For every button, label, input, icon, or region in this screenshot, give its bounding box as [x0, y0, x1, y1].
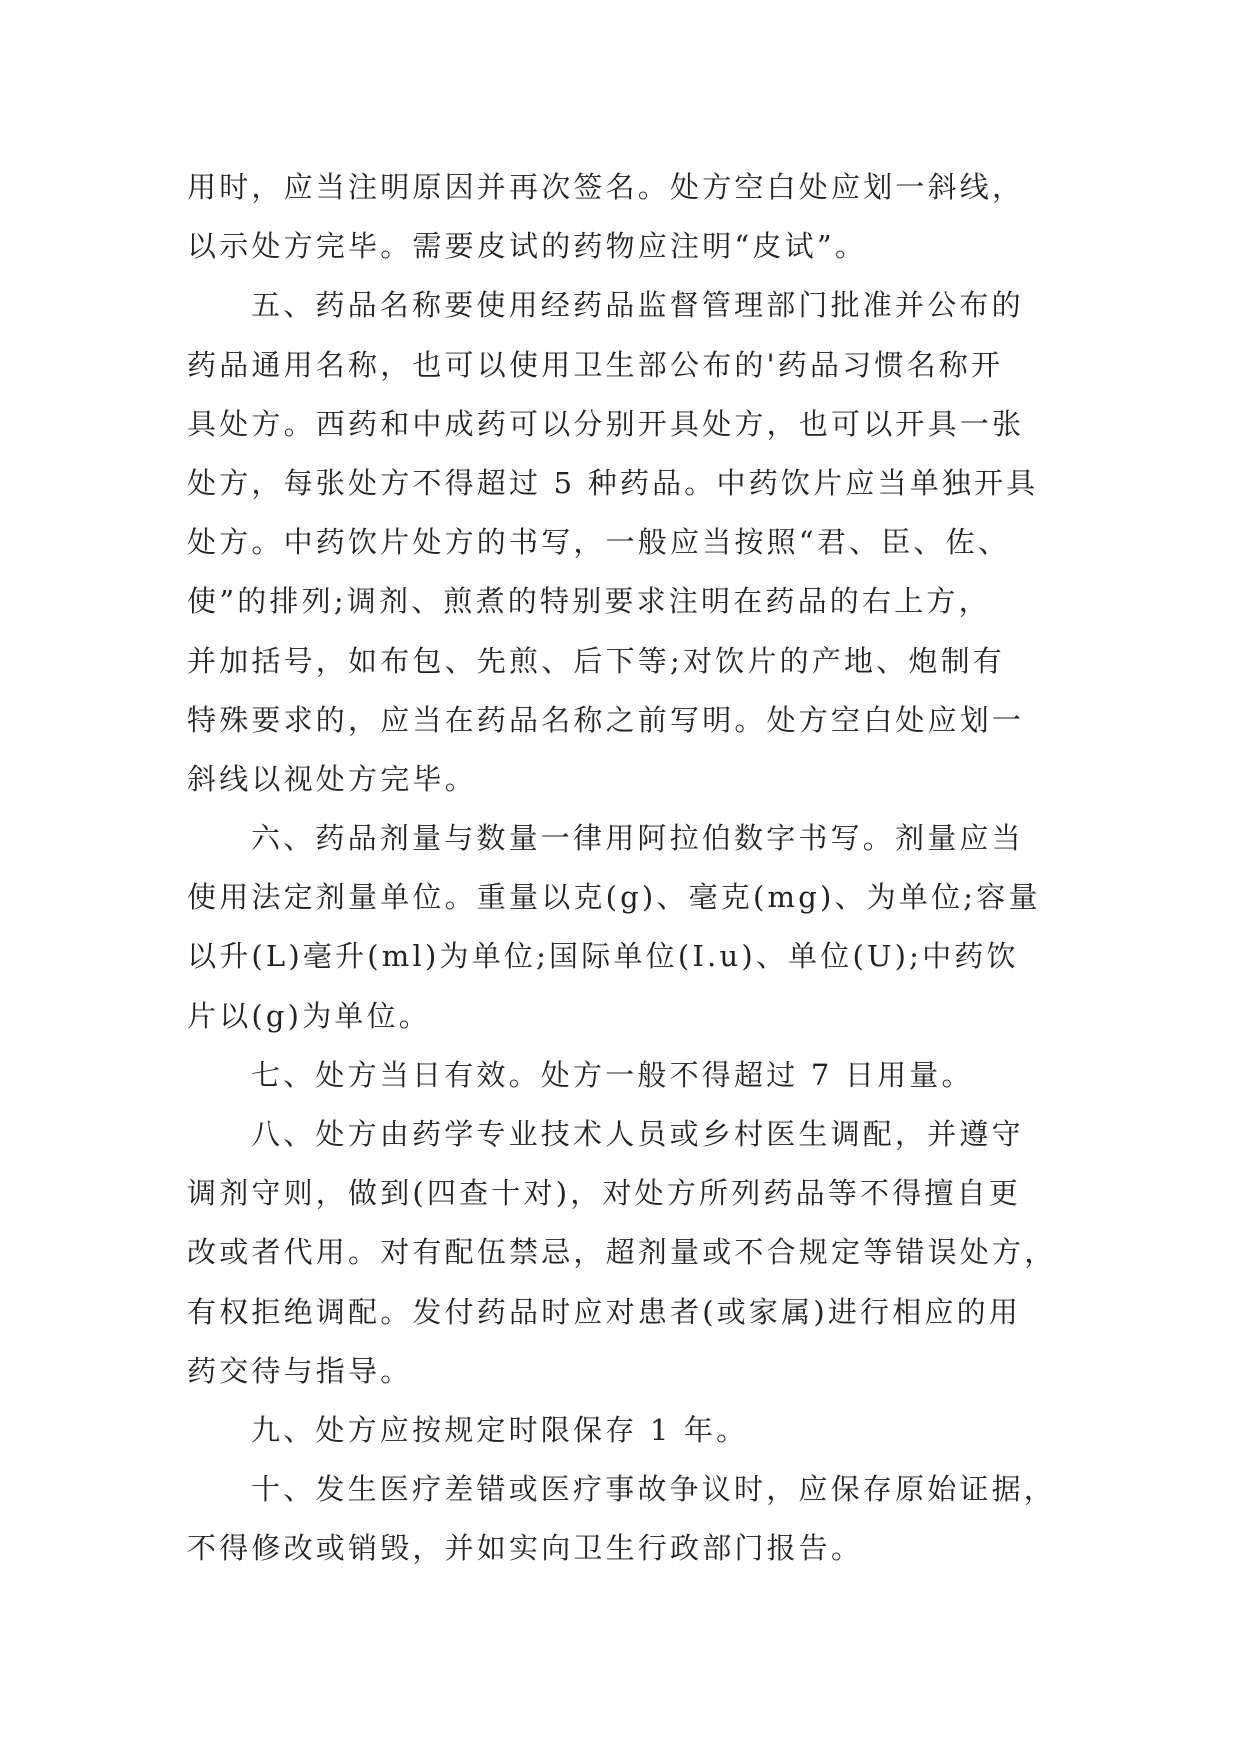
text-line: 并加括号，如布包、先煎、后下等;对饮片的产地、炮制有 — [187, 643, 1005, 678]
paragraph-start-line: 十、发生医疗差错或医疗事故争议时，应保存原始证据， — [251, 1472, 1057, 1507]
text-line: 使”的排列;调剂、煎煮的特别要求注明在药品的右上方， — [187, 584, 991, 619]
paragraph-start-line: 六、药品剂量与数量一律用阿拉伯数字书写。剂量应当 — [251, 821, 1024, 856]
text-line: 药交待与指导。 — [187, 1353, 413, 1388]
text-line: 以示处方完毕。需要皮试的药物应注明“皮试”。 — [187, 229, 868, 264]
text-line: 片以(g)为单位。 — [187, 998, 431, 1033]
text-line: 以升(L)毫升(ml)为单位;国际单位(I.u)、单位(U);中药饮 — [187, 939, 1019, 974]
paragraph-start-line: 九、处方应按规定时限保存 1 年。 — [251, 1412, 749, 1447]
paragraph-start-line: 七、处方当日有效。处方一般不得超过 7 日用量。 — [251, 1057, 974, 1092]
text-line: 调剂守则，做到(四查十对)，对处方所列药品等不得擅自更 — [187, 1176, 1022, 1211]
paragraph-start-line: 五、药品名称要使用经药品监督管理部门批准并公布的 — [251, 288, 1024, 323]
text-line: 处方。中药饮片处方的书写，一般应当按照“君、臣、佐、 — [187, 525, 1011, 560]
text-line: 斜线以视处方完毕。 — [187, 761, 477, 796]
text-line: 处方，每张处方不得超过 5 种药品。中药饮片应当单独开具 — [187, 465, 1039, 500]
document-body — [187, 158, 1067, 1579]
text-line: 改或者代用。对有配伍禁忌，超剂量或不合规定等错误处方， — [187, 1235, 1057, 1270]
text-line: 不得修改或销毁，并如实向卫生行政部门报告。 — [187, 1531, 864, 1566]
text-line: 特殊要求的，应当在药品名称之前写明。处方空白处应划一 — [187, 702, 1025, 737]
text-line: 药品通用名称，也可以使用卫生部公布的'药品习惯名称开 — [187, 347, 1004, 382]
text-line: 有权拒绝调配。发付药品时应对患者(或家属)进行相应的用 — [187, 1294, 1022, 1329]
text-line: 使用法定剂量单位。重量以克(g)、毫克(mg)、为单位;容量 — [187, 880, 1041, 915]
text-line: 具处方。西药和中成药可以分别开具处方，也可以开具一张 — [187, 406, 1025, 441]
paragraph-start-line: 八、处方由药学专业技术人员或乡村医生调配，并遵守 — [251, 1117, 1024, 1151]
text-line: 用时，应当注明原因并再次签名。处方空白处应划一斜线， — [187, 170, 1025, 204]
